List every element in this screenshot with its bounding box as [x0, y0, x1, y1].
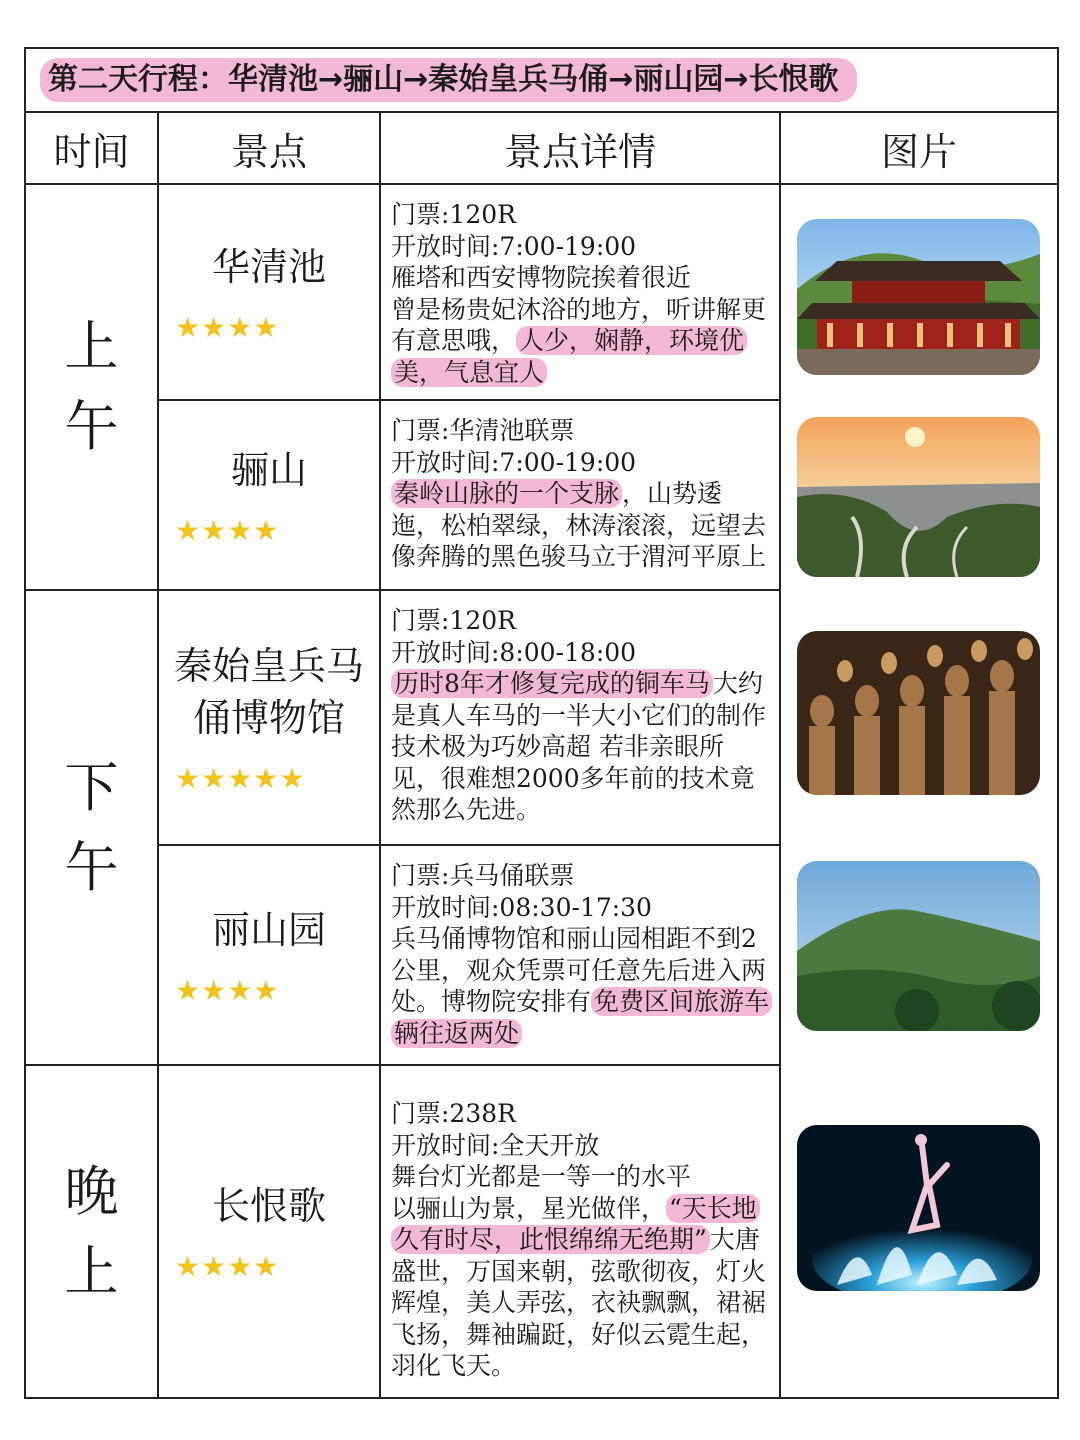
spot-name: 丽山园	[211, 907, 326, 952]
rating-stars: ★★★★	[175, 973, 280, 1007]
rating-stars: ★★★★	[175, 513, 280, 547]
highlight-text: 人少，娴静，环境优美，气息宜人	[391, 326, 747, 387]
details-lishan: 门票:华清池联票 开放时间:7:00-19:00 秦岭山脉的一个支脉 ，山势逶迤，松柏翠绿，林涛滚滚，远望去像奔腾的黑色骏马立于渭河平原上	[380, 400, 780, 590]
details-changhenge: 门票:238R 开放时间:全天开放 舞台灯光都是一等一的水平 以骊山为景，星光做伴， “天长地久有时尽，此恨绵绵无绝期” 大唐盛世，万国来朝，弦歌彻夜，灯火辉煌，美人弄弦，衣袂飘飘，裙裾飞扬，舞袖蹁跹，好似云霓生起，羽化飞天。	[380, 1065, 780, 1398]
page-title: 第二天行程：华清池→骊山→秦始皇兵马俑→丽山园→长恨歌	[40, 58, 857, 102]
spot-name: 华清池	[211, 244, 326, 289]
highlight-text: 秦岭山脉的一个支脉	[391, 479, 622, 508]
details-terracotta: 门票:120R 开放时间:8:00-18:00 历时8年才修复完成的铜车马 大约是真人车马的一半大小它们的制作技术极为巧妙高超 若非亲眼所见，很难想2000多年前的技术竟然那么先进。	[380, 590, 780, 845]
spot-changhenge	[158, 1065, 380, 1398]
period-morning: 上午	[25, 184, 158, 590]
spot-huaqingchi	[158, 184, 380, 400]
spot-name: 骊山	[230, 447, 307, 492]
spot-lishan	[158, 400, 380, 590]
header-spot: 景点	[158, 112, 380, 184]
details-huaqingchi: 门票:120R 开放时间:7:00-19:00 雁塔和西安博物院挨着很近 曾是杨贵妃沐浴的地方，听讲解更有意思哦， 人少，娴静，环境优美，气息宜人	[380, 184, 780, 400]
period-afternoon: 下午	[25, 590, 158, 1065]
rating-stars: ★★★★★	[175, 762, 306, 795]
details-lishanyuan: 门票:兵马俑联票 开放时间:08:30-17:30 兵马俑博物馆和丽山园相距不到2公里，观众凭票可任意先后进入两处。博物院安排有 免费区间旅游车辆往返两处	[380, 845, 780, 1065]
header-details: 景点详情	[380, 112, 780, 184]
itinerary-table	[24, 47, 1059, 1399]
header-photo: 图片	[780, 112, 1058, 184]
sunset-mountain-photo	[797, 417, 1040, 577]
dancer-fountain-photo	[797, 1125, 1040, 1291]
page-bottom-strip	[0, 1410, 1080, 1440]
spot-name: 秦始皇兵马俑博物馆	[173, 644, 364, 740]
table-row	[25, 184, 1058, 400]
spot-lishanyuan	[158, 845, 380, 1065]
rating-stars: ★★★★	[175, 1250, 280, 1283]
spot-terracotta	[158, 590, 380, 845]
palace-photo	[797, 219, 1040, 375]
header-row	[25, 112, 1058, 184]
spot-name: 长恨歌	[211, 1184, 326, 1228]
photo-column	[780, 184, 1058, 1398]
highlight-text: “天长地久有时尽，此恨绵绵无绝期”	[391, 1194, 760, 1255]
rating-stars: ★★★★	[175, 310, 280, 344]
title-row	[25, 48, 1058, 112]
period-evening: 晚上	[25, 1065, 158, 1398]
highlight-text: 免费区间旅游车辆往返两处	[391, 987, 772, 1048]
terracotta-warriors-photo	[797, 631, 1040, 795]
highlight-text: 历时8年才修复完成的铜车马	[391, 669, 713, 698]
green-mountain-photo	[797, 861, 1040, 1031]
header-time: 时间	[25, 112, 158, 184]
